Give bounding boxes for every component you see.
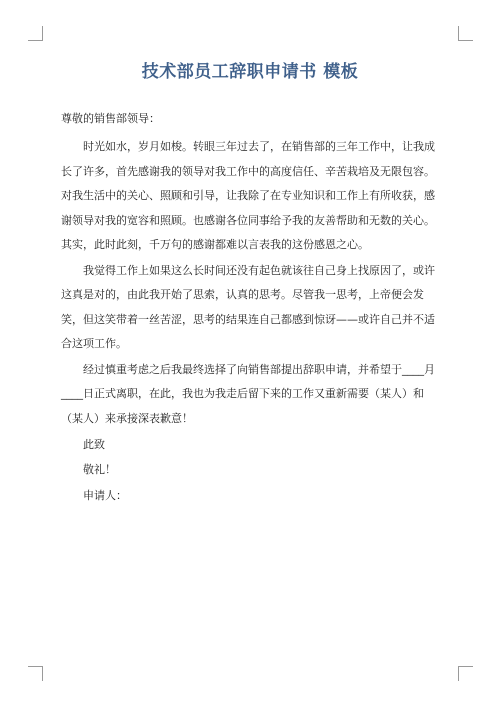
paragraph-3: 经过慎重考虑之后我最终选择了向销售部提出辞职申请，并希望于____月____日正式离职，在此，我也为我走后留下来的工作又重新需要（某人）和（某人）来承接深表歉意！ (61, 362, 435, 425)
crop-mark-bottom-left (28, 666, 43, 681)
crop-mark-top-right (458, 26, 473, 41)
paragraph-2: 我觉得工作上如果这么长时间还没有起色就该往自己身上找原因了，或许这真是对的，由此我开始了思索，认真的思考。尽管我一思考，上帝便会发笑，但这笑带着一丝苦涩，思考的结果连自己都感到惊讶——或许自己并不适合这项工作。 (61, 263, 435, 351)
closing-line: 此致 (83, 437, 105, 451)
crop-mark-bottom-right (458, 666, 473, 681)
signature-line: 申请人： (83, 488, 127, 502)
salutation: 尊敬的销售部领导： (61, 112, 160, 125)
document-title: 技术部员工辞职申请书 模板 (141, 62, 359, 82)
regards-line: 敬礼！ (83, 463, 116, 477)
letter-body (61, 107, 439, 510)
crop-mark-top-left (28, 26, 43, 41)
paragraph-1: 时光如水，岁月如梭。转眼三年过去了，在销售部的三年工作中，让我成长了许多，首先感谢我的领导对我工作中的高度信任、辛苦栽培及无限包容。对我生活中的关心、照顾和引导，让我除了在专业知识和工作上有所收获，感谢领导对我的宽容和照顾。也感谢各位同事给予我的友善帮助和无数的关心。其实，此时此刻，千万句的感谢都难以言表我的这份感恩之心。 (61, 140, 435, 251)
